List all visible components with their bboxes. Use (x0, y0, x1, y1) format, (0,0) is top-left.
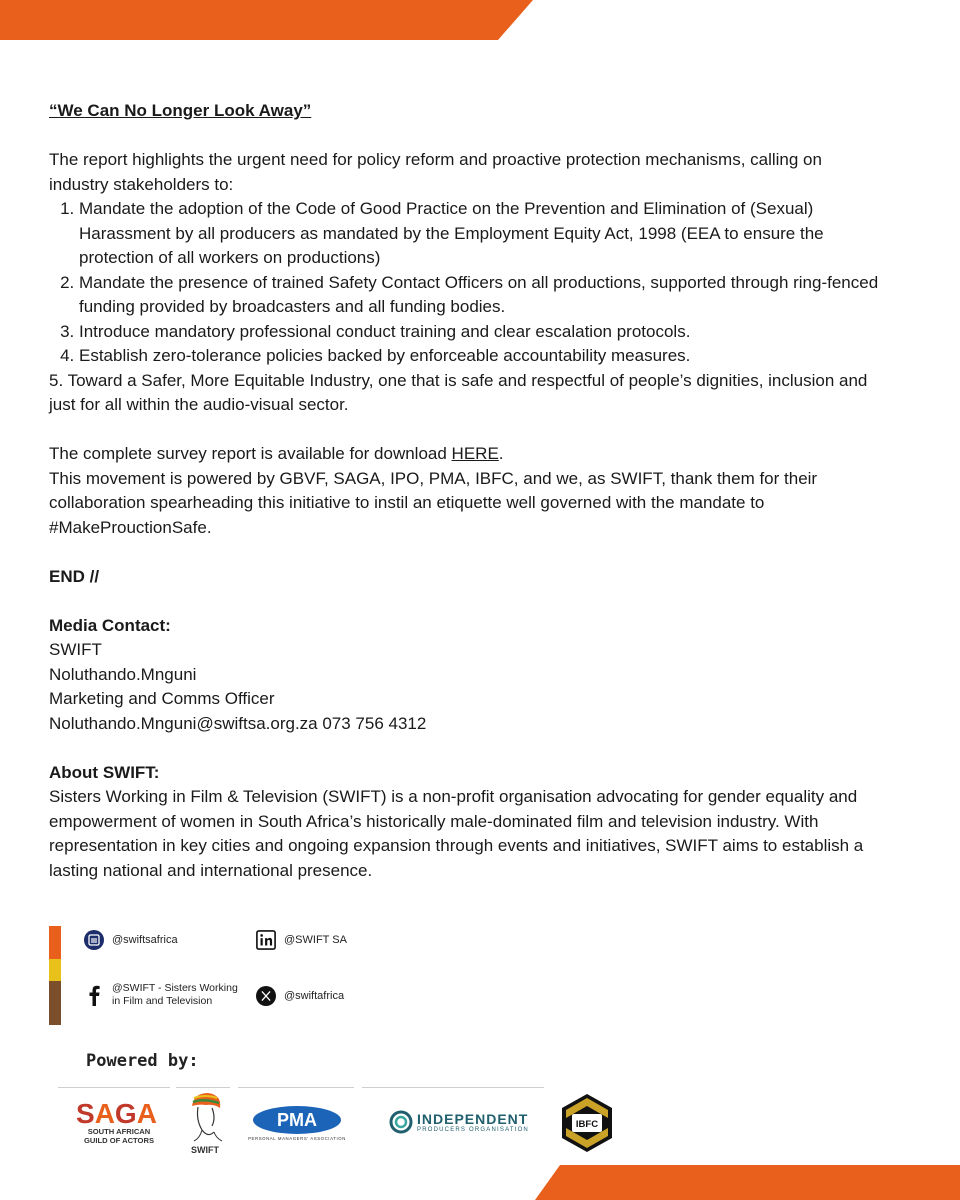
demands-list (49, 197, 879, 369)
download-line (49, 442, 879, 467)
intro-paragraph: The report highlights the urgent need for policy reform and proactive protection mechanisms, calling on industry stakeholders to: (49, 150, 822, 194)
social-linkedin[interactable] (256, 930, 347, 950)
about-paragraph: Sisters Working in Film & Television (SWIFT) is a non-profit organisation advocating for gender equality and empowerment of women in South Africa’s historically male-dominated film and television industry. With representation in key cities and ongoing expansion through events and initiatives, SWIFT aims to establish a lasting national and international presence. (49, 787, 864, 880)
press-release-body (49, 99, 879, 883)
contact-org: SWIFT (49, 640, 102, 659)
bottom-orange-band (0, 1165, 960, 1200)
swift-emblem (184, 1090, 226, 1142)
page-title: “We Can No Longer Look Away” (49, 101, 312, 120)
download-here-link[interactable]: HERE (451, 444, 499, 463)
instagram-handle: @swiftsafrica (112, 934, 178, 946)
list-item: 4. Establish zero-tolerance policies backed by enforceable accountability measures. (79, 344, 879, 369)
swift-wordmark: SWIFT (191, 1145, 219, 1155)
list-item: 3. Introduce mandatory professional conduct training and clear escalation protocols. (79, 320, 879, 345)
contact-role: Marketing and Comms Officer (49, 689, 275, 708)
powered-by-label: Powered by: (86, 1051, 199, 1071)
linkedin-icon (256, 930, 276, 950)
instagram-icon (84, 930, 104, 950)
saga-subtitle-1: SOUTH AFRICAN (87, 1127, 151, 1136)
top-orange-band (0, 0, 960, 40)
swift-logo (184, 1090, 226, 1155)
social-color-bar (49, 926, 61, 1025)
social-x[interactable] (256, 986, 344, 1006)
ibfc-wordmark: IBFC (575, 1119, 599, 1130)
pma-emblem (245, 1104, 349, 1142)
ipo-emblem (389, 1110, 413, 1134)
contact-details: Noluthando.Mnguni@swiftsa.org.za 073 756 4312 (49, 713, 427, 733)
movement-paragraph: This movement is powered by GBVF, SAGA, IPO, PMA, IBFC, and we, as SWIFT, thank them for their collaboration spearheading this initiative to instil an etiquette well governed with the mandate to #MakeProuctionSafe. (49, 468, 818, 537)
saga-wordmark: SAGA (76, 1098, 157, 1129)
end-marker: END // (49, 566, 100, 586)
social-instagram[interactable] (84, 930, 178, 950)
separator (58, 1087, 170, 1088)
ipo-wordmark: INDEPENDENT (417, 1111, 529, 1127)
list-item: 2. Mandate the presence of trained Safety Contact Officers on all productions, supported through ring-fenced funding provided by broadcasters and all funding bodies. (79, 271, 879, 320)
social-facebook[interactable] (84, 982, 238, 1008)
x-handle: @swiftafrica (284, 990, 345, 1002)
x-icon (256, 986, 276, 1006)
saga-logo (76, 1100, 162, 1145)
pma-wordmark: PMA (277, 1110, 317, 1130)
saga-subtitle-2: GUILD OF ACTORS (83, 1135, 155, 1145)
facebook-icon (84, 985, 104, 1005)
ipo-logo (389, 1110, 534, 1134)
download-prefix: The complete survey report is available for download (49, 444, 452, 463)
facebook-line-2: in Film and Television (112, 995, 213, 1007)
ipo-subtitle: PRODUCERS ORGANISATION (417, 1127, 529, 1133)
separator (238, 1087, 354, 1088)
download-suffix: . (498, 444, 504, 463)
about-heading: About SWIFT: (49, 762, 160, 782)
separator (176, 1087, 230, 1088)
pma-subtitle: PERSONAL MANAGERS' ASSOCIATION (248, 1136, 346, 1141)
pma-logo (245, 1104, 349, 1147)
list-item: 1. Mandate the adoption of the Code of Good Practice on the Prevention and Elimination of (Sexual) Harassment by all producers as mandated by the Employment Equity Act, 1998 (EEA to ensure the protection of all workers on productions) (79, 197, 879, 271)
linkedin-handle: @SWIFT SA (284, 934, 347, 946)
facebook-line-1: @SWIFT - Sisters Working (112, 982, 238, 994)
contact-name: Noluthando.Mnguni (49, 664, 197, 684)
facebook-handle (112, 982, 238, 1008)
point-five: 5. Toward a Safer, More Equitable Industry, one that is safe and respectful of people’s dignities, inclusion and just for all within the audio-visual sector. (49, 370, 868, 414)
ibfc-emblem (558, 1092, 616, 1154)
separator (362, 1087, 544, 1088)
ibfc-logo (558, 1092, 616, 1154)
media-contact-heading: Media Contact: (49, 615, 171, 635)
